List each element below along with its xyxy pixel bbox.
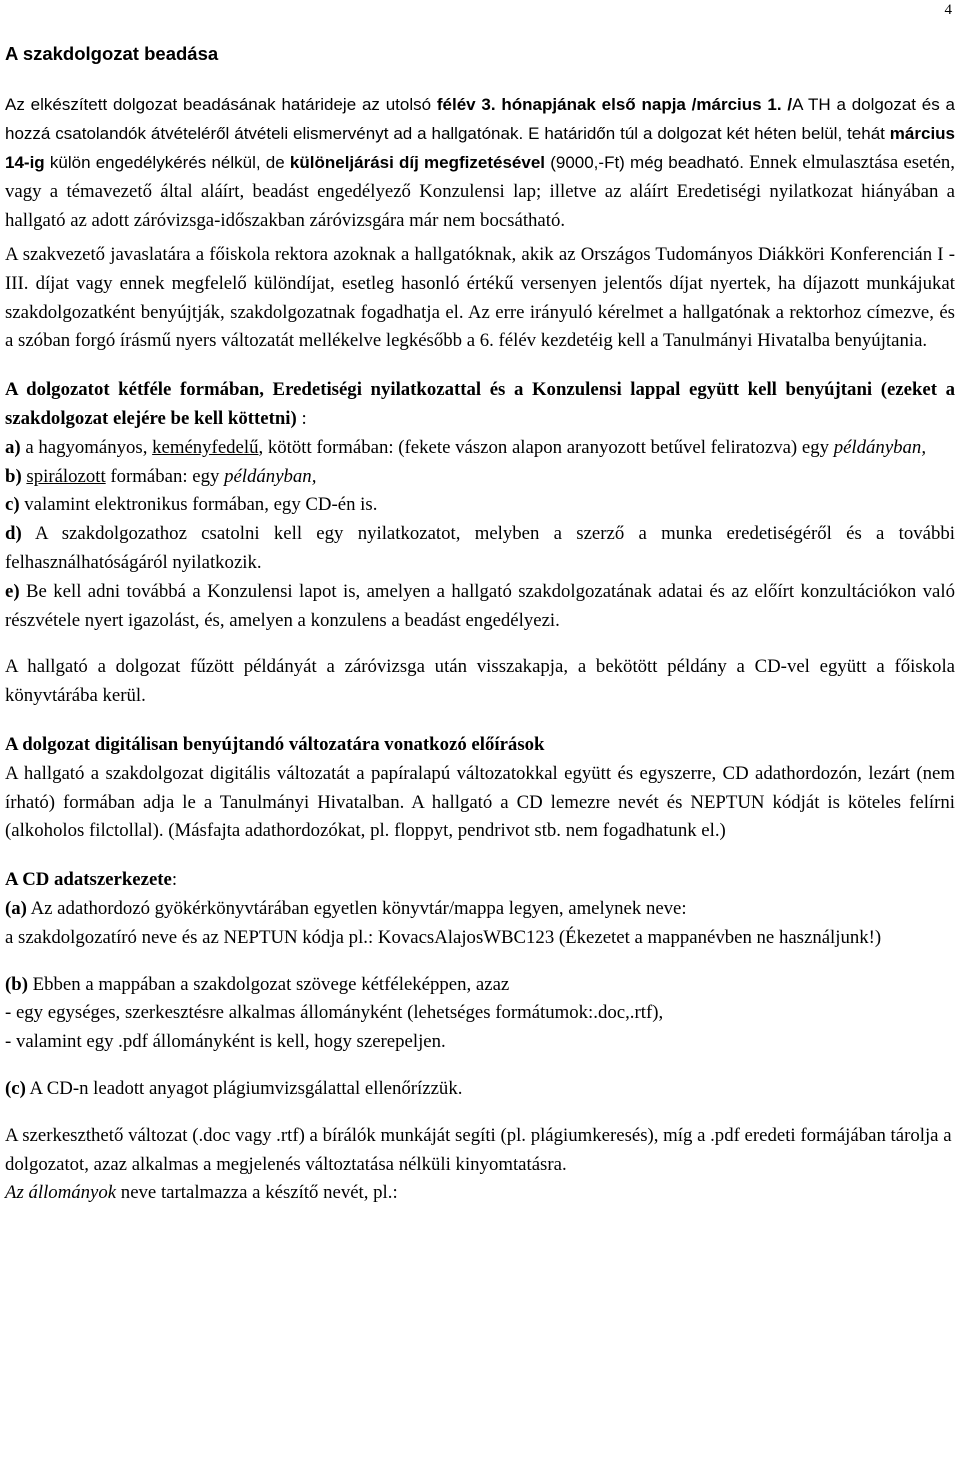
item-label: e) — [5, 580, 20, 602]
document-body — [5, 40, 955, 1208]
text-run: A TH a dolgozat és a hozzá csatolandók átvételéről átvételi elismervényt ad a hallgatónak. E határidőn túl a dolgozat két héten belül, tehát — [5, 95, 955, 143]
text-run: formában: egy — [105, 465, 225, 487]
text-run: Ebben a mappában a szakdolgozat szövege kétféleképpen, azaz — [27, 973, 510, 995]
cd-item-b-line3: - valamint egy .pdf állományként is kell, hogy szerepeljen. — [5, 1031, 446, 1053]
forms-item-d — [5, 520, 955, 578]
forms-item-c — [5, 491, 955, 520]
text-run: külön engedélykérés nélkül, de — [44, 153, 290, 172]
digital-heading — [5, 731, 955, 760]
text-run: A szakdolgozathoz csatolni kell egy nyilatkozatot, melyben a szerző a munka eredetiségéről és a további felhasználhatóságáról nyilatkozik. — [5, 523, 955, 573]
item-label: c) — [5, 494, 20, 516]
cd-heading — [5, 866, 955, 895]
bold-run: A dolgozatot kétféle formában, Eredetiségi nyilatkozattal és a Konzulensi lappal együtt kell benyújtani (ezeket a szakdolgozat elejére be kell köttetni) — [5, 379, 955, 429]
underline-run: spirálozott — [26, 465, 106, 487]
underline-run: keményfedelű — [152, 436, 259, 458]
item-label: d) — [5, 523, 22, 545]
cd-item-a-line2: a szakdolgozatíró neve és az NEPTUN kódja pl.: KovacsAlajosWBC123 (Ékezetet a mappanévben ne használjunk!) — [5, 926, 882, 948]
text-run: valamint elektronikus formában, egy CD-én is. — [19, 494, 378, 516]
italic-run: példányban, — [224, 465, 317, 487]
text-run: : — [171, 869, 178, 891]
item-label: (b) — [5, 973, 28, 995]
forms-item-b — [5, 463, 955, 492]
bold-run: különeljárási díj megfizetésével — [289, 153, 546, 172]
bold-run: március 14-ig — [5, 124, 955, 172]
item-label: b) — [5, 465, 22, 487]
bold-run: A CD adatszerkezete — [5, 869, 172, 891]
cd-item-b-line2: - egy egységes, szerkesztésre alkalmas állományként (lehetséges formátumok:.doc,.rtf), — [5, 1002, 664, 1024]
text-run: Az adathordozó gyökérkönyvtárában egyetlen könyvtár/mappa legyen, amelynek neve: — [26, 897, 687, 919]
page-number: 4 — [944, 2, 952, 18]
editable-paragraph: A szerkeszthető változat (.doc vagy .rtf) a bírálók munkáját segíti (pl. plágiumkeresés), míg a .pdf eredeti formájában tárolja a dolgozatot, azaz alkalmas a megjelenés változtatása nélküli kinyomtatásra. — [5, 1124, 952, 1175]
item-label: (a) — [5, 897, 27, 919]
text-run: A szakvezető javaslatára a főiskola rektora azoknak a hallgatóknak, akik az Országos Tudományos Diákköri Konferencián I - III. díjat vagy ennek megfelelő különdíjat, esetleg hasonló értékű versenyen jelentős díjat nyertek, ha díjazott munkájukat szakdolgozatként benyújtják, szakdolgozatnak fogadhatja el. — [5, 244, 955, 323]
text-run: Be kell adni továbbá a Konzulensi lapot is, amelyen a hallgató szakdolgozatának adatai és az előírt konzultációkon való részvétele nyert igazolást, és, amelyen a konzulens a beadást engedélyezi. — [5, 580, 955, 631]
forms-item-a — [5, 434, 955, 463]
return-paragraph: A hallgató a dolgozat fűzött példányát a záróvizsga után visszakapja, a bekötött példány a CD-vel együtt a főiskola könyvtárába kerül. — [5, 656, 955, 707]
digital-paragraph: A hallgató a szakdolgozat digitális változatát a papíralapú változatokkal együtt és egyszerre, CD adathordozón, lezárt (nem írható) formában adja le a Tanulmányi Hivatalban. A hallgató a CD lemezre nevét és NEPTUN kódját is köteles felírni (alkoholos filctollal). (Másfajta adathordozókat, pl. floppyt, pendrivot stb. nem fogadhatunk el.) — [5, 762, 955, 842]
deadline-paragraph — [5, 90, 955, 235]
files-paragraph — [5, 1179, 955, 1208]
cd-item-c — [5, 1075, 955, 1104]
text-run: A CD-n leadott anyagot plágiumvizsgálattal ellenőrízzük. — [25, 1077, 463, 1099]
forms-item-e — [5, 578, 955, 636]
item-label: (c) — [5, 1077, 26, 1099]
text-run: : — [296, 407, 307, 429]
item-label: a) — [5, 436, 21, 458]
text-run: Az elkészített dolgozat beadásának határideje az utolsó — [5, 95, 437, 114]
text-run: (9000,-Ft) még beadható. — [545, 153, 750, 172]
bold-run: A dolgozat digitálisan benyújtandó változatára vonatkozó előírások — [5, 733, 545, 755]
text-run: Ennek elmulasztása esetén, vagy a témavezető által aláírt, beadást engedélyező Konzulensi lap; illetve az aláírt Eredetiségi nyilatkozat hiányában a hallgató az adott záróvizsga-időszakban záróvizsgára már nem bocsátható. — [5, 152, 955, 231]
section-title: A szakdolgozat beadása — [5, 43, 219, 64]
italic-run: példányban, — [833, 436, 927, 458]
italic-run: Az állományok — [5, 1182, 117, 1204]
text-run: a hagyományos, — [20, 436, 153, 458]
cd-item-a-line1 — [5, 895, 955, 924]
bold-run: félév 3. hónapjának első napja /március 1. / — [436, 95, 793, 114]
text-run: neve tartalmazza a készítő nevét, pl.: — [116, 1182, 398, 1204]
cd-item-b-line1 — [5, 971, 955, 1000]
award-paragraph — [5, 241, 955, 356]
text-run: , kötött formában: (fekete vászon alapon aranyozott betűvel feliratozva) egy — [258, 436, 834, 458]
forms-heading — [5, 376, 955, 434]
text-run: Az erre irányuló kérelmet a hallgatónak a rektorhoz címezve, és a szóban forgó írásmű nyers változatát mellékelve legkésőbb a 6. félév kezdetéig kell a Tanulmányi Hivatalba benyújtania. — [5, 301, 955, 352]
